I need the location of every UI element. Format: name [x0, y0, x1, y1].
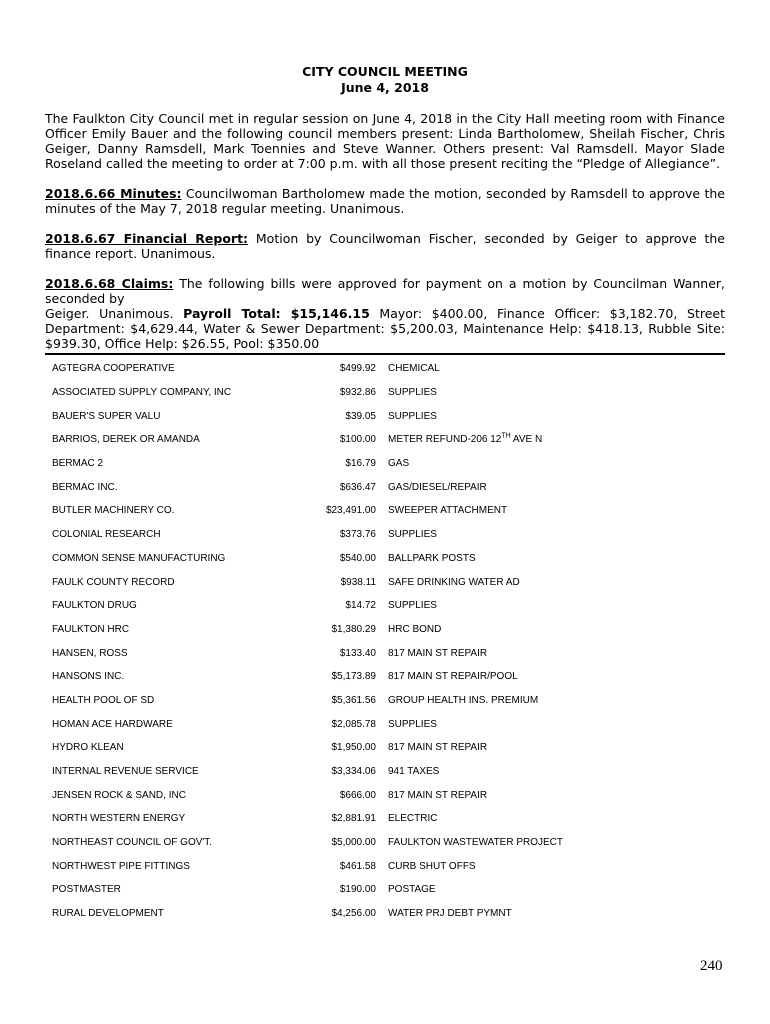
amount-cell: $14.72: [345, 600, 376, 612]
description-cell: ELECTRIC: [388, 813, 438, 825]
description-cell: HRC BOND: [388, 623, 442, 635]
table-row: [45, 878, 725, 902]
amount-cell: $461.58: [339, 860, 376, 872]
description-cell: GAS: [388, 458, 410, 470]
table-row: [45, 783, 725, 807]
document-title: [45, 64, 725, 96]
amount-cell: $190.00: [339, 884, 376, 896]
description-cell: SUPPLIES: [388, 387, 437, 399]
amount-cell: $133.40: [339, 647, 376, 659]
table-row: [45, 452, 725, 476]
table-row: [45, 594, 725, 618]
amount-cell: $2,085.78: [331, 718, 376, 730]
vendor-cell: ASSOCIATED SUPPLY COMPANY, INC: [52, 387, 232, 399]
table-row: [45, 547, 725, 571]
amount-cell: $2,881.91: [331, 813, 376, 825]
amount-cell: $938.11: [340, 576, 376, 588]
meeting-date: June 4, 2018: [341, 80, 429, 95]
financial-report-text: Motion by Councilwoman Fischer, seconded by Geiger to approve the finance report. Unanimous.: [45, 231, 725, 261]
claims-text-3: Mayor: $400.00, Finance Officer: $3,182.70, Street Department: $4,629.44, Water & Sewer Department: $5,200.03, Maintenance Help: $418.13, Rubble Site: $939.30, Office Help: $26.55, Pool: $350.00: [45, 306, 725, 351]
vendor-cell: BUTLER MACHINERY CO.: [52, 505, 175, 517]
amount-cell: $540.00: [339, 552, 376, 564]
intro-paragraph: The Faulkton City Council met in regular session on June 4, 2018 in the City Hall meeting room with Finance Officer Emily Bauer and the following council members present: Linda Bartholomew, Sheilah Fischer, Chris Geiger, Danny Ramsdell, Mark Toennies and Steve Wanner. Others present: Val Ramsdell. Mayor Slade Roseland called the meeting to order at 7:00 p.m. with all those present reciting the “Pledge of Allegiance”.: [45, 111, 725, 171]
description-cell: 817 MAIN ST REPAIR/POOL: [388, 671, 518, 683]
vendor-cell: BAUER'S SUPER VALU: [52, 410, 161, 422]
table-row: [45, 475, 725, 499]
description-cell: SAFE DRINKING WATER AD: [388, 576, 520, 588]
vendor-cell: RURAL DEVELOPMENT: [52, 908, 164, 920]
claims-heading: 2018.6.68 Claims:: [45, 276, 174, 291]
bills-table: [45, 357, 725, 926]
amount-cell: $636.47: [339, 481, 376, 493]
amount-cell: $4,256.00: [331, 908, 376, 920]
financial-report-heading: 2018.6.67 Financial Report:: [45, 231, 249, 246]
description-cell: 817 MAIN ST REPAIR: [388, 647, 488, 659]
claims-text-2: Geiger. Unanimous.: [45, 306, 184, 321]
claims-paragraph: [45, 276, 725, 351]
ordinal-suffix: TH: [501, 433, 511, 441]
description-cell: SUPPLIES: [388, 718, 437, 730]
vendor-cell: HOMAN ACE HARDWARE: [52, 718, 173, 730]
description-cell: SUPPLIES: [388, 529, 437, 541]
description-cell: CHEMICAL: [388, 363, 440, 375]
vendor-cell: AGTEGRA COOPERATIVE: [52, 363, 175, 375]
claims-text-1: The following bills were approved for payment on a motion by Councilman Wanner, seconded by: [45, 276, 725, 306]
table-row: [45, 712, 725, 736]
amount-cell: $5,361.56: [331, 694, 376, 706]
vendor-cell: BERMAC INC.: [52, 481, 118, 493]
amount-cell: $3,334.06: [331, 766, 376, 778]
vendor-cell: COMMON SENSE MANUFACTURING: [52, 552, 226, 564]
minutes-text: Councilwoman Bartholomew made the motion, seconded by Ramsdell to approve the minutes of the May 7, 2018 regular meeting. Unanimous.: [45, 186, 725, 216]
description-cell: WATER PRJ DEBT PYMNT: [388, 908, 512, 920]
amount-cell: $16.79: [345, 458, 376, 470]
table-row: [45, 523, 725, 547]
description-cell: POSTAGE: [388, 884, 436, 896]
amount-cell: $1,380.29: [331, 623, 376, 635]
minutes-paragraph: [45, 186, 725, 216]
meeting-title: CITY COUNCIL MEETING: [302, 64, 468, 79]
table-row: [45, 404, 725, 428]
description-text: METER REFUND-206 12: [388, 434, 502, 446]
amount-cell: $100.00: [339, 434, 376, 446]
vendor-cell: NORTHEAST COUNCIL OF GOV'T.: [52, 837, 213, 849]
description-cell: FAULKTON WASTEWATER PROJECT: [388, 837, 564, 849]
vendor-cell: INTERNAL REVENUE SERVICE: [52, 766, 199, 778]
vendor-cell: FAULK COUNTY RECORD: [52, 576, 175, 588]
table-row: [45, 689, 725, 713]
description-cell: SUPPLIES: [388, 410, 437, 422]
amount-cell: $932.86: [339, 387, 376, 399]
amount-cell: $5,000.00: [331, 837, 376, 849]
vendor-cell: FAULKTON DRUG: [52, 600, 137, 612]
document-page: [45, 0, 725, 926]
table-row: [45, 428, 725, 452]
vendor-cell: HEALTH POOL OF SD: [52, 694, 155, 706]
vendor-cell: BERMAC 2: [52, 458, 104, 470]
vendor-cell: POSTMASTER: [52, 884, 121, 896]
table-row: [45, 736, 725, 760]
description-cell: 817 MAIN ST REPAIR: [388, 742, 488, 754]
vendor-cell: BARRIOS, DEREK OR AMANDA: [52, 434, 200, 446]
description-cell: 817 MAIN ST REPAIR: [388, 789, 488, 801]
amount-cell: $373.76: [339, 529, 376, 541]
financial-report-paragraph: [45, 231, 725, 261]
table-row: [45, 760, 725, 784]
vendor-cell: COLONIAL RESEARCH: [52, 529, 161, 541]
vendor-cell: HANSEN, ROSS: [52, 647, 128, 659]
amount-cell: $39.05: [345, 410, 376, 422]
table-divider: [45, 353, 725, 355]
table-row: [45, 831, 725, 855]
description-cell: SWEEPER ATTACHMENT: [388, 505, 508, 517]
description-cell: GAS/DIESEL/REPAIR: [388, 481, 487, 493]
description-cell: BALLPARK POSTS: [388, 552, 476, 564]
table-row: [45, 902, 725, 926]
vendor-cell: HANSONS INC.: [52, 671, 125, 683]
vendor-cell: NORTHWEST PIPE FITTINGS: [52, 860, 190, 872]
amount-cell: $23,491.00: [325, 505, 376, 517]
table-row: [45, 854, 725, 878]
description-cell: SUPPLIES: [388, 600, 437, 612]
description-cell: GROUP HEALTH INS. PREMIUM: [388, 694, 539, 706]
description-cell: [376, 428, 725, 452]
vendor-cell: HYDRO KLEAN: [52, 742, 124, 754]
table-row: [45, 665, 725, 689]
vendor-cell: JENSEN ROCK & SAND, INC: [52, 789, 186, 801]
amount-cell: $666.00: [339, 789, 376, 801]
payroll-total: Payroll Total: $15,146.15: [183, 306, 370, 321]
table-row: [45, 570, 725, 594]
minutes-heading: 2018.6.66 Minutes:: [45, 186, 182, 201]
table-row: [45, 381, 725, 405]
description-text-tail: AVE N: [510, 434, 543, 446]
description-cell: 941 TAXES: [388, 766, 440, 778]
table-row: [45, 807, 725, 831]
amount-cell: $5,173.89: [331, 671, 376, 683]
vendor-cell: FAULKTON HRC: [52, 623, 130, 635]
table-row: [45, 641, 725, 665]
amount-cell: $499.92: [339, 363, 376, 375]
table-row: [45, 618, 725, 642]
table-row: [45, 499, 725, 523]
vendor-cell: NORTH WESTERN ENERGY: [52, 813, 186, 825]
page-number: 240: [700, 958, 723, 974]
amount-cell: $1,950.00: [331, 742, 376, 754]
table-row: [45, 357, 725, 381]
description-cell: CURB SHUT OFFS: [388, 860, 476, 872]
